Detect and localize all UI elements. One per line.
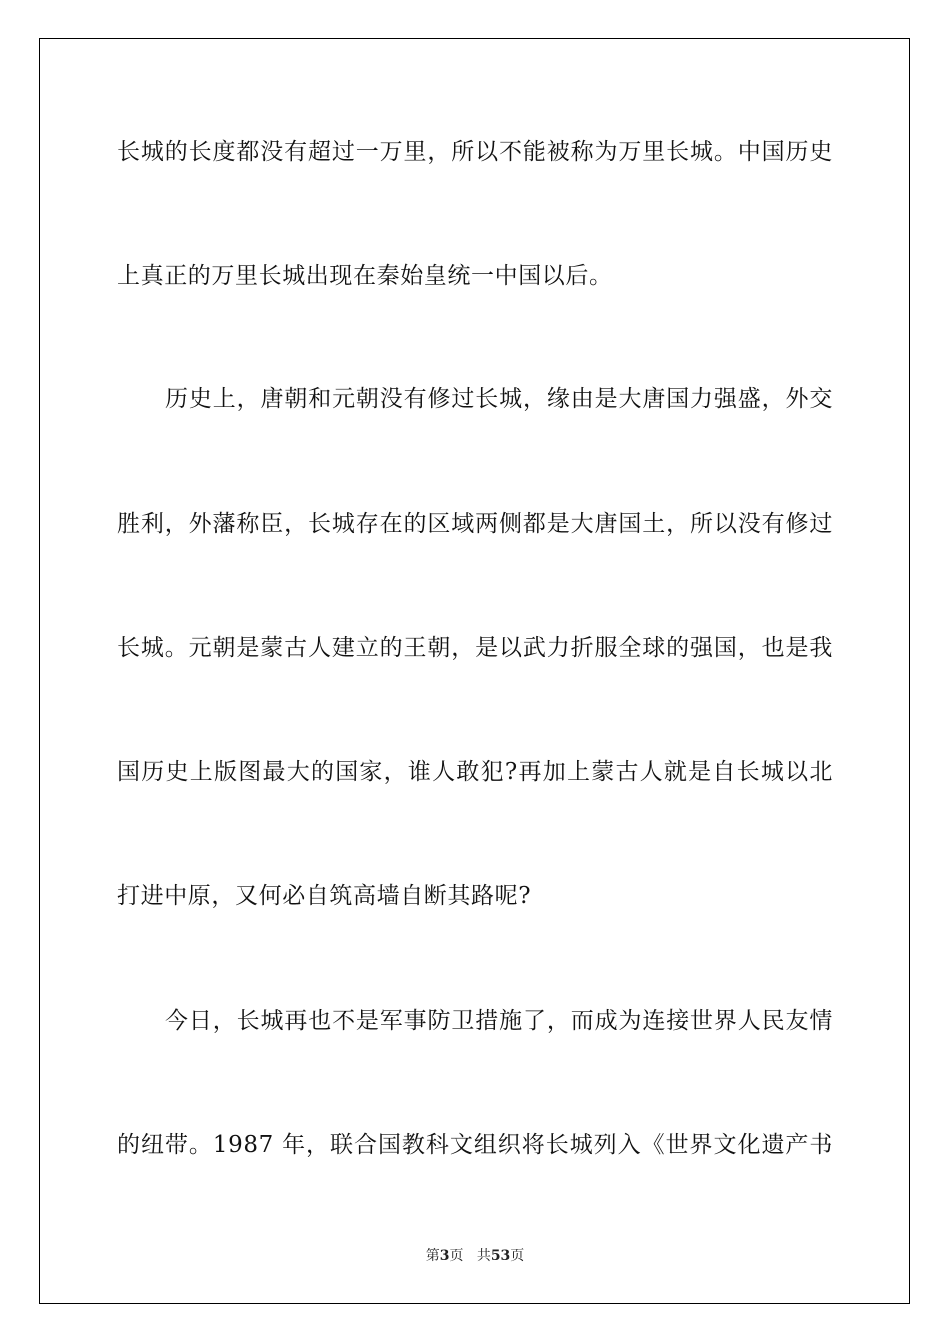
body-text-line: 今日，长城再也不是军事防卫措施了，而成为连接世界人民友情 xyxy=(165,1008,833,1034)
footer-total-suffix: 页 xyxy=(510,1248,525,1264)
body-text-line: 国历史上版图最大的国家，谁人敢犯?再加上蒙古人就是自长城以北 xyxy=(117,759,833,785)
page-frame xyxy=(39,38,910,1304)
page-footer xyxy=(0,1247,950,1265)
footer-page-number: 3 xyxy=(439,1248,450,1264)
body-text-line: 打进中原，又何必自筑高墙自断其路呢? xyxy=(117,883,532,909)
footer-total-prefix: 共 xyxy=(476,1248,491,1264)
body-text-line: 历史上，唐朝和元朝没有修过长城，缘由是大唐国力强盛，外交 xyxy=(165,386,833,412)
body-text-line: 长城的长度都没有超过一万里，所以不能被称为万里长城。中国历史 xyxy=(117,139,833,165)
footer-page-prefix: 第 xyxy=(425,1248,440,1264)
footer-page-suffix: 页 xyxy=(449,1248,464,1264)
body-text-line: 上真正的万里长城出现在秦始皇统一中国以后。 xyxy=(117,263,613,289)
body-text-line: 长城。元朝是蒙古人建立的王朝，是以武力折服全球的强国，也是我 xyxy=(117,635,833,661)
body-text-line: 胜利，外藩称臣，长城存在的区域两侧都是大唐国土，所以没有修过 xyxy=(117,511,833,537)
body-text-line: 的纽带。1987 年，联合国教科文组织将长城列入《世界文化遗产书 xyxy=(117,1132,833,1158)
footer-total-pages: 53 xyxy=(490,1248,511,1264)
